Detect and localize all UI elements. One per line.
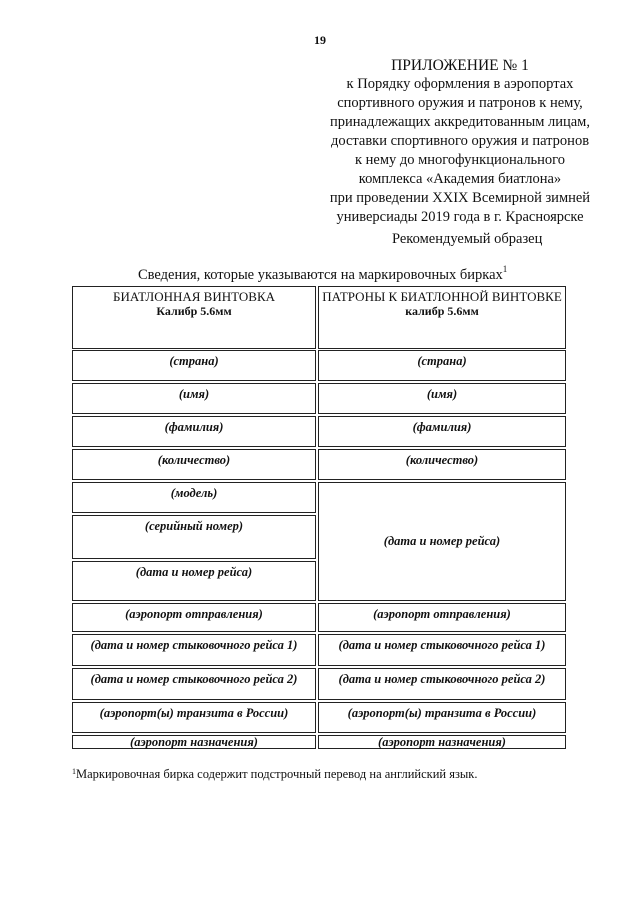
footnote-mark: 1: [72, 767, 76, 776]
cartridges-field-flight: [318, 482, 566, 601]
cartridges-column: [318, 286, 566, 749]
field-label: (дата и номер рейса): [383, 534, 501, 548]
rifle-field-serial-number: [72, 515, 316, 559]
rifle-field-last-name: [72, 416, 316, 447]
field-label: (дата и номер стыковочного рейса 1): [338, 638, 546, 652]
rifle-field-model: [72, 482, 316, 513]
annex-line: комплекса «Академия биатлона»: [358, 171, 562, 187]
table-caption: [138, 264, 508, 284]
annex-line: при проведении XXIX Всемирной зимней: [329, 190, 591, 206]
rifle-field-flight: [72, 561, 316, 601]
rifle-column: [72, 286, 316, 749]
field-label: (модель): [170, 486, 218, 500]
field-label: (имя): [178, 387, 210, 401]
cartridges-field-connecting-flight-2: [318, 668, 566, 700]
field-label: (аэропорт назначения): [130, 735, 258, 749]
annex-block: [300, 56, 620, 227]
field-label: (аэропорт(ы) транзита в России): [347, 706, 537, 720]
field-label: (аэропорт отправления): [125, 607, 263, 621]
field-label: (фамилия): [164, 420, 224, 434]
annex-line: спортивного оружия и патронов к нему,: [337, 95, 583, 111]
footnote-text: Маркировочная бирка содержит подстрочный перевод на английский язык.: [76, 767, 478, 781]
cartridges-field-last-name: [318, 416, 566, 447]
field-label: (аэропорт(ы) транзита в России): [99, 706, 289, 720]
field-label: (страна): [417, 354, 467, 368]
cartridges-field-connecting-flight-1: [318, 634, 566, 666]
rifle-field-departure-airport: [72, 603, 316, 632]
cartridges-header-cell: [318, 286, 566, 349]
rifle-field-destination-airport: [72, 735, 316, 749]
annex-line: доставки спортивного оружия и патронов: [330, 133, 590, 149]
field-label: (количество): [157, 453, 231, 467]
rifle-field-connecting-flight-2: [72, 668, 316, 700]
field-label: (аэропорт отправления): [373, 607, 511, 621]
field-label: (страна): [169, 354, 219, 368]
cartridges-caliber: калибр 5.6мм: [405, 304, 479, 318]
page-number: 19: [314, 33, 326, 47]
field-label: (имя): [426, 387, 458, 401]
field-label: (фамилия): [412, 420, 472, 434]
rifle-header-cell: [72, 286, 316, 349]
field-label: (дата и номер стыковочного рейса 1): [90, 638, 298, 652]
cartridges-field-departure-airport: [318, 603, 566, 632]
cartridges-field-destination-airport: [318, 735, 566, 749]
annex-line: к Порядку оформления в аэропортах: [346, 76, 574, 92]
field-label: (дата и номер рейса): [135, 565, 253, 579]
rifle-field-quantity: [72, 449, 316, 480]
annex-line: принадлежащих аккредитованным лицам,: [330, 114, 590, 130]
field-label: (дата и номер стыковочного рейса 2): [338, 672, 546, 686]
field-label: (аэропорт назначения): [378, 735, 506, 749]
caption-footnote-mark: 1: [502, 264, 508, 274]
rifle-field-transit-airports: [72, 702, 316, 733]
cartridges-field-quantity: [318, 449, 566, 480]
footnote: [72, 767, 478, 782]
rifle-field-first-name: [72, 383, 316, 414]
annex-line: к нему до многофункционального: [354, 152, 566, 168]
rifle-field-connecting-flight-1: [72, 634, 316, 666]
cartridges-field-country: [318, 350, 566, 381]
field-label: (количество): [405, 453, 479, 467]
tags-table: [72, 286, 566, 749]
cartridges-field-first-name: [318, 383, 566, 414]
caption-text: Сведения, которые указываются на маркировочных бирках: [138, 267, 503, 283]
rifle-caliber: Калибр 5.6мм: [156, 304, 232, 318]
rifle-field-country: [72, 350, 316, 381]
field-label: (дата и номер стыковочного рейса 2): [90, 672, 298, 686]
cartridges-header: ПАТРОНЫ К БИАТЛОННОЙ ВИНТОВКЕ: [322, 289, 562, 304]
annex-line: универсиады 2019 года в г. Красноярске: [336, 209, 584, 225]
cartridges-field-transit-airports: [318, 702, 566, 733]
recommended-sample-label: Рекомендуемый образец: [392, 231, 543, 247]
rifle-header: БИАТЛОННАЯ ВИНТОВКА: [112, 289, 276, 304]
annex-title: ПРИЛОЖЕНИЕ № 1: [391, 57, 529, 74]
field-label: (серийный номер): [144, 519, 244, 533]
